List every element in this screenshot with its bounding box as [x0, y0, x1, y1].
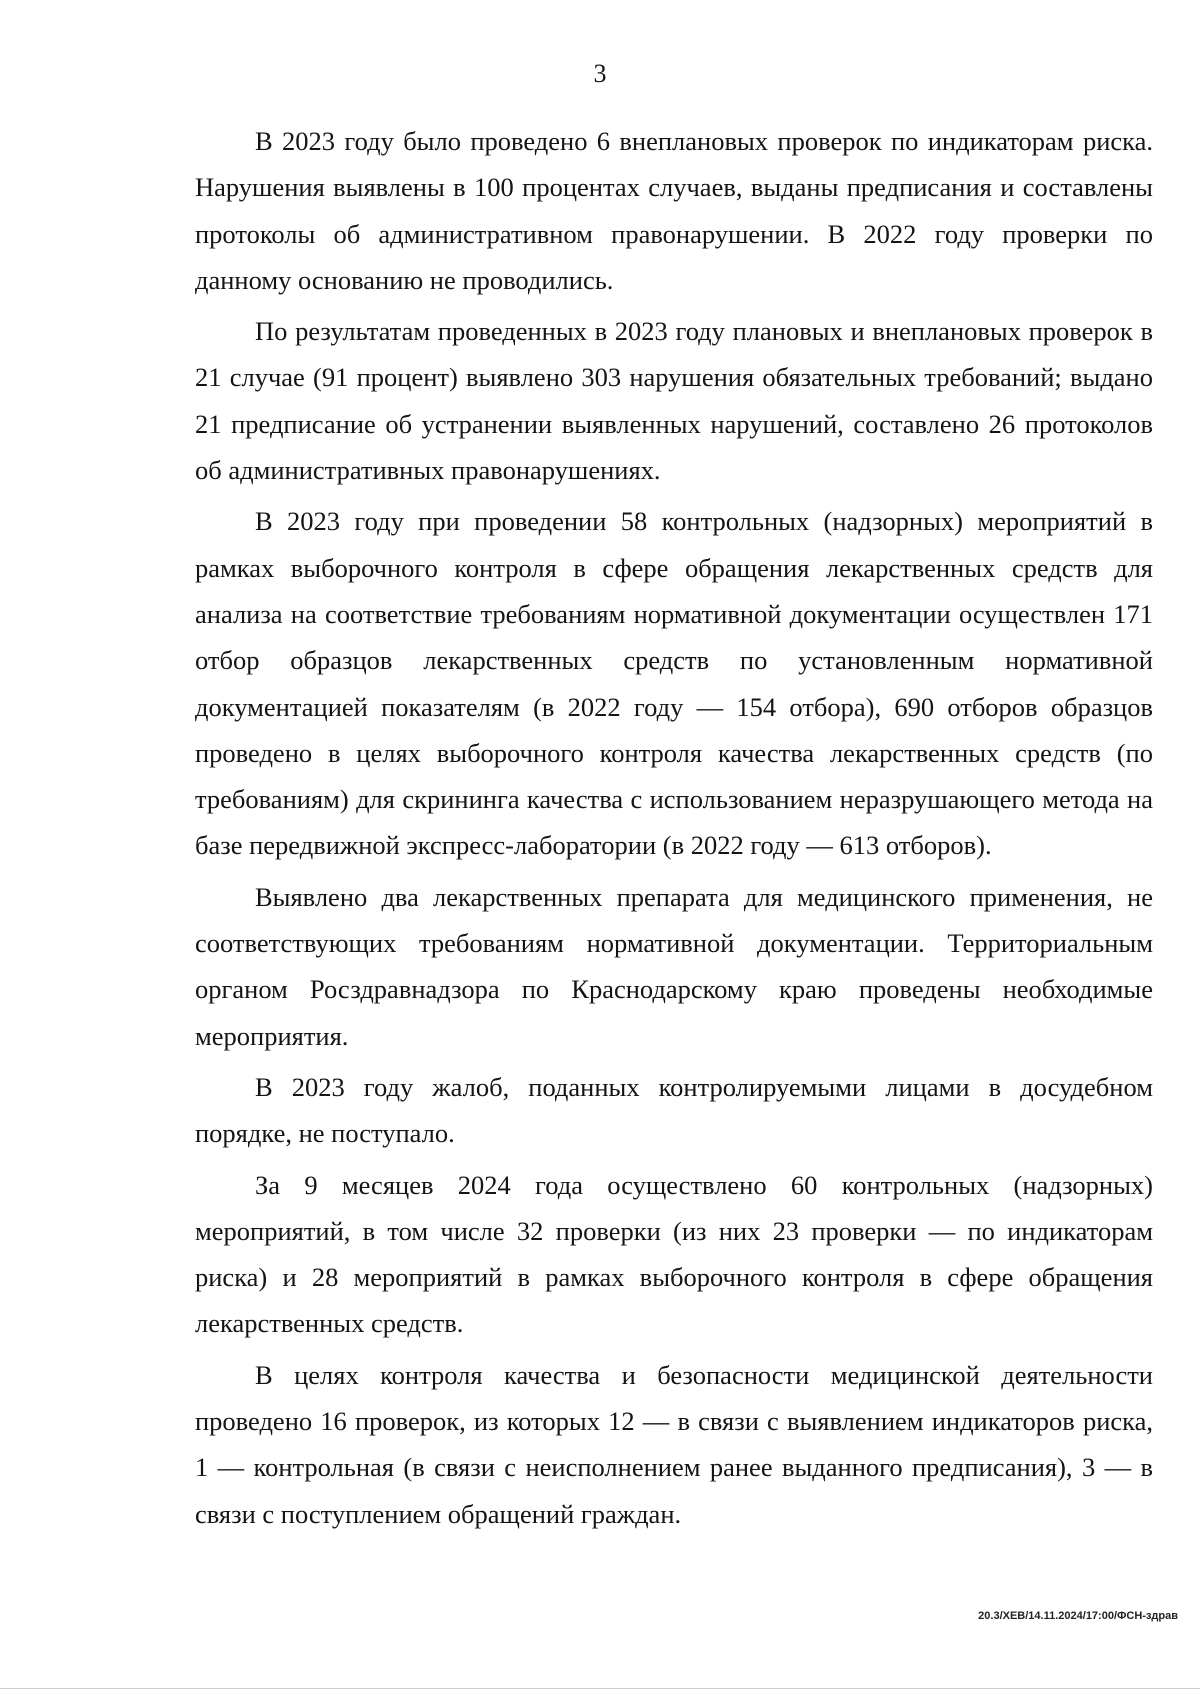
paragraph-unplanned-inspections: В 2023 году было проведено 6 внеплановых проверок по индикаторам риска. Нарушения выявлены в 100 процентах случаев, выданы предписания и составлены протоколы об административном правонарушении. В 2022 году проверки по данному основанию не проводились.	[195, 126, 1153, 295]
paragraph-selective-control: В 2023 году при проведении 58 контрольных (надзорных) мероприятий в рамках выборочного контроля в сфере обращения лекарственных средств для анализа на соответствие требованиям нормативной документации осуществлен 171 отбор образцов лекарственных средств по установленным нормативной документацией показателям (в 2022 году — 154 отбора), 690 отборов образцов проведено в целях выборочного контроля качества лекарственных средств (по требованиям) для скрининга качества с использованием неразрушающего метода на базе передвижной экспресс-лаборатории (в 2022 году — 613 отборов).	[195, 506, 1153, 861]
paragraph-inspection-results: По результатам проведенных в 2023 году плановых и внеплановых проверок в 21 случае (91 процент) выявлено 303 нарушения обязательных требований; выдано 21 предписание об устранении выявленных нарушений, составлено 26 протоколов об административных правонарушениях.	[195, 316, 1153, 486]
bottom-divider	[0, 1688, 1200, 1689]
document-registration-code: 20.3/ХЕВ/14.11.2024/17:00/ФСН-здрав	[978, 1610, 1178, 1622]
paragraph-medical-quality-control: В целях контроля качества и безопасности медицинской деятельности проведено 16 проверок, из которых 12 — в связи с выявлением индикаторов риска, 1 — контрольная (в связи с неисполнением ранее выданного предписания), 3 — в связи с поступлением обращений граждан.	[195, 1359, 1153, 1529]
paragraph-2024-activities: За 9 месяцев 2024 года осуществлено 60 контрольных (надзорных) мероприятий, в том числе 32 проверки (из них 23 проверки — по индикаторам риска) и 28 мероприятий в рамках выборочного контроля в сфере обращения лекарственных средств.	[195, 1169, 1153, 1339]
page-number: 3	[593, 59, 607, 88]
paragraph-complaints: В 2023 году жалоб, поданных контролируемыми лицами в досудебном порядке, не поступало.	[195, 1071, 1153, 1149]
document-body	[195, 118, 1153, 1542]
paragraph-nonconforming-drugs: Выявлено два лекарственных препарата для медицинского применения, не соответствующих требованиям нормативной документации. Территориальным органом Росздравнадзора по Краснодарскому краю проведены необходимые мероприятия.	[195, 881, 1153, 1051]
